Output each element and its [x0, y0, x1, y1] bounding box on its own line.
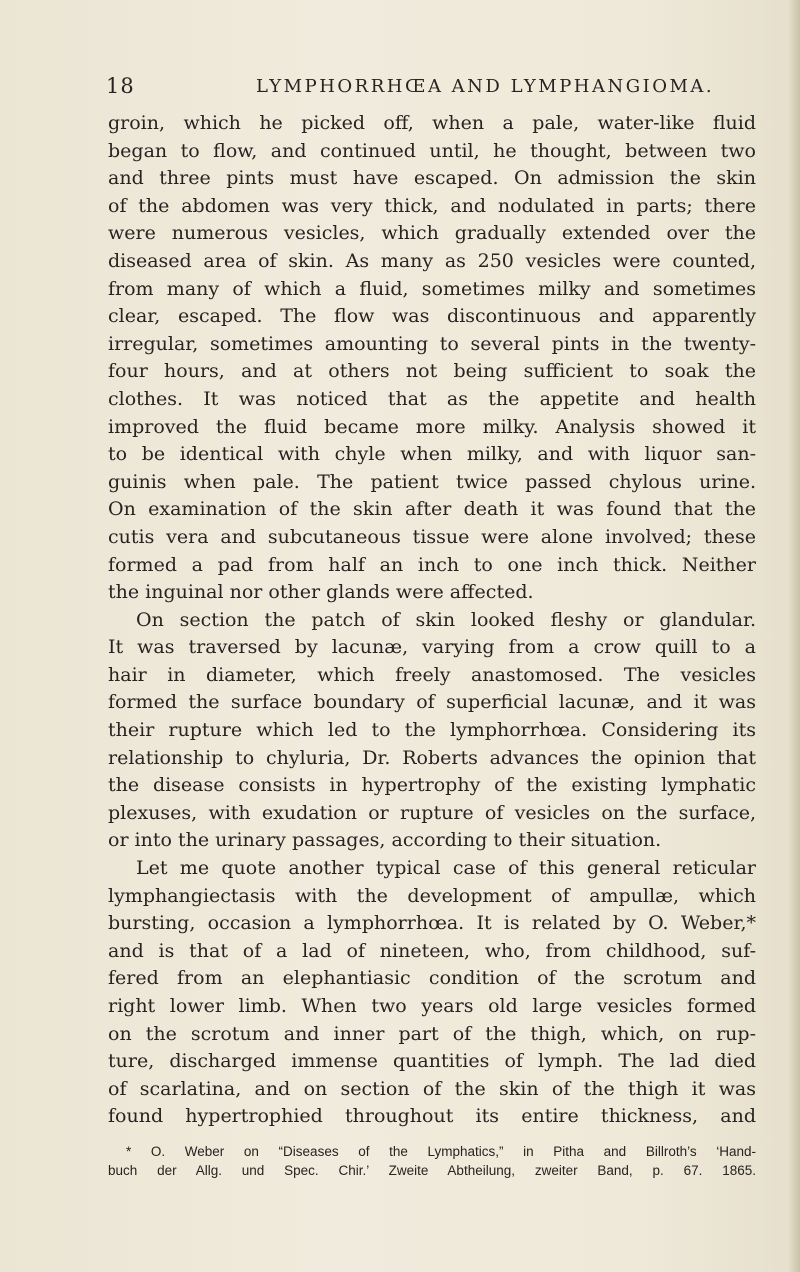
text-line: ture, discharged immense quantities of lymph. The lad died: [108, 1050, 756, 1073]
text-line: relationship to chyluria, Dr. Roberts advances the opinion that: [108, 746, 756, 769]
text-line: irregular, sometimes amounting to several pints in the twenty-: [108, 332, 756, 355]
text-line: Let me quote another typical case of this general reticular: [136, 857, 756, 880]
text-line: right lower limb. When two years old large vesicles formed: [108, 995, 756, 1017]
text-line: clothes. It was noticed that as the appetite and health: [108, 387, 756, 410]
text-line: cutis vera and subcutaneous tissue were alone involved; these: [108, 525, 756, 548]
text-line: hair in diameter, which freely anastomosed. The vesicles: [108, 663, 756, 686]
text-line: from many of which a fluid, sometimes milky and sometimes: [108, 277, 756, 300]
text-line: the disease consists in hypertrophy of the existing lymphatic: [108, 774, 756, 797]
text-line: the inguinal nor other glands were affected.: [108, 581, 534, 604]
text-line: improved the fluid became more milky. Analysis showed it: [108, 415, 756, 438]
text-line: On examination of the skin after death it was found that the: [108, 498, 756, 521]
text-line: found hypertrophied throughout its entire thickness, and: [108, 1105, 756, 1128]
page-edge-shadow: [788, 0, 800, 1272]
text-line: their rupture which led to the lymphorrhœa. Considering its: [108, 719, 756, 742]
text-line: and three pints must have escaped. On admission the skin: [108, 167, 756, 190]
body-text: [108, 110, 756, 1131]
footnote-line: * O. Weber on “Diseases of the Lymphatics,” in Pitha and Billroth’s ‘Hand-: [126, 1144, 756, 1159]
text-line: groin, which he picked off, when a pale, water-like fluid: [108, 112, 756, 134]
text-line: lymphangiectasis with the development of ampullæ, which: [108, 884, 756, 907]
text-line: plexuses, with exudation or rupture of vesicles on the surface,: [108, 801, 756, 824]
text-line: On section the patch of skin looked fleshy or glandular.: [136, 608, 756, 631]
footnote-line: buch der Allg. und Spec. Chir.’ Zweite Abtheilung, zweiter Band, p. 67. 1865.: [108, 1163, 756, 1178]
text-line: fered from an elephantiasic condition of the scrotum and: [108, 967, 756, 990]
text-line: began to flow, and continued until, he thought, between two: [108, 139, 756, 162]
page-number: 18: [106, 74, 135, 98]
page-header: [106, 74, 754, 104]
text-line: formed the surface boundary of superficial lacunæ, and it was: [108, 691, 756, 714]
footnote: [108, 1142, 756, 1180]
text-line: to be identical with chyle when milky, and with liquor san-: [108, 443, 756, 466]
text-line: four hours, and at others not being sufficient to soak the: [108, 360, 756, 383]
text-line: of the abdomen was very thick, and nodulated in parts; there: [108, 194, 756, 217]
text-line: and is that of a lad of nineteen, who, from childhood, suf-: [108, 939, 756, 962]
text-line: or into the urinary passages, according to their situation.: [108, 829, 662, 852]
text-line: bursting, occasion a lymphorrhœa. It is related by O. Weber,*: [108, 912, 756, 935]
text-line: guinis when pale. The patient twice passed chylous urine.: [108, 470, 756, 493]
running-head: LYMPHORRHŒA AND LYMPHANGIOMA.: [256, 76, 715, 97]
text-line: of scarlatina, and on section of the skin of the thigh it was: [108, 1077, 756, 1100]
text-line: clear, escaped. The flow was discontinuous and apparently: [108, 305, 756, 328]
text-line: were numerous vesicles, which gradually extended over the: [108, 222, 756, 245]
text-line: formed a pad from half an inch to one inch thick. Neither: [108, 553, 756, 576]
text-line: diseased area of skin. As many as 250 vesicles were counted,: [108, 249, 756, 272]
text-line: on the scrotum and inner part of the thigh, which, on rup-: [108, 1022, 756, 1045]
text-line: It was traversed by lacunæ, varying from a crow quill to a: [108, 636, 756, 659]
